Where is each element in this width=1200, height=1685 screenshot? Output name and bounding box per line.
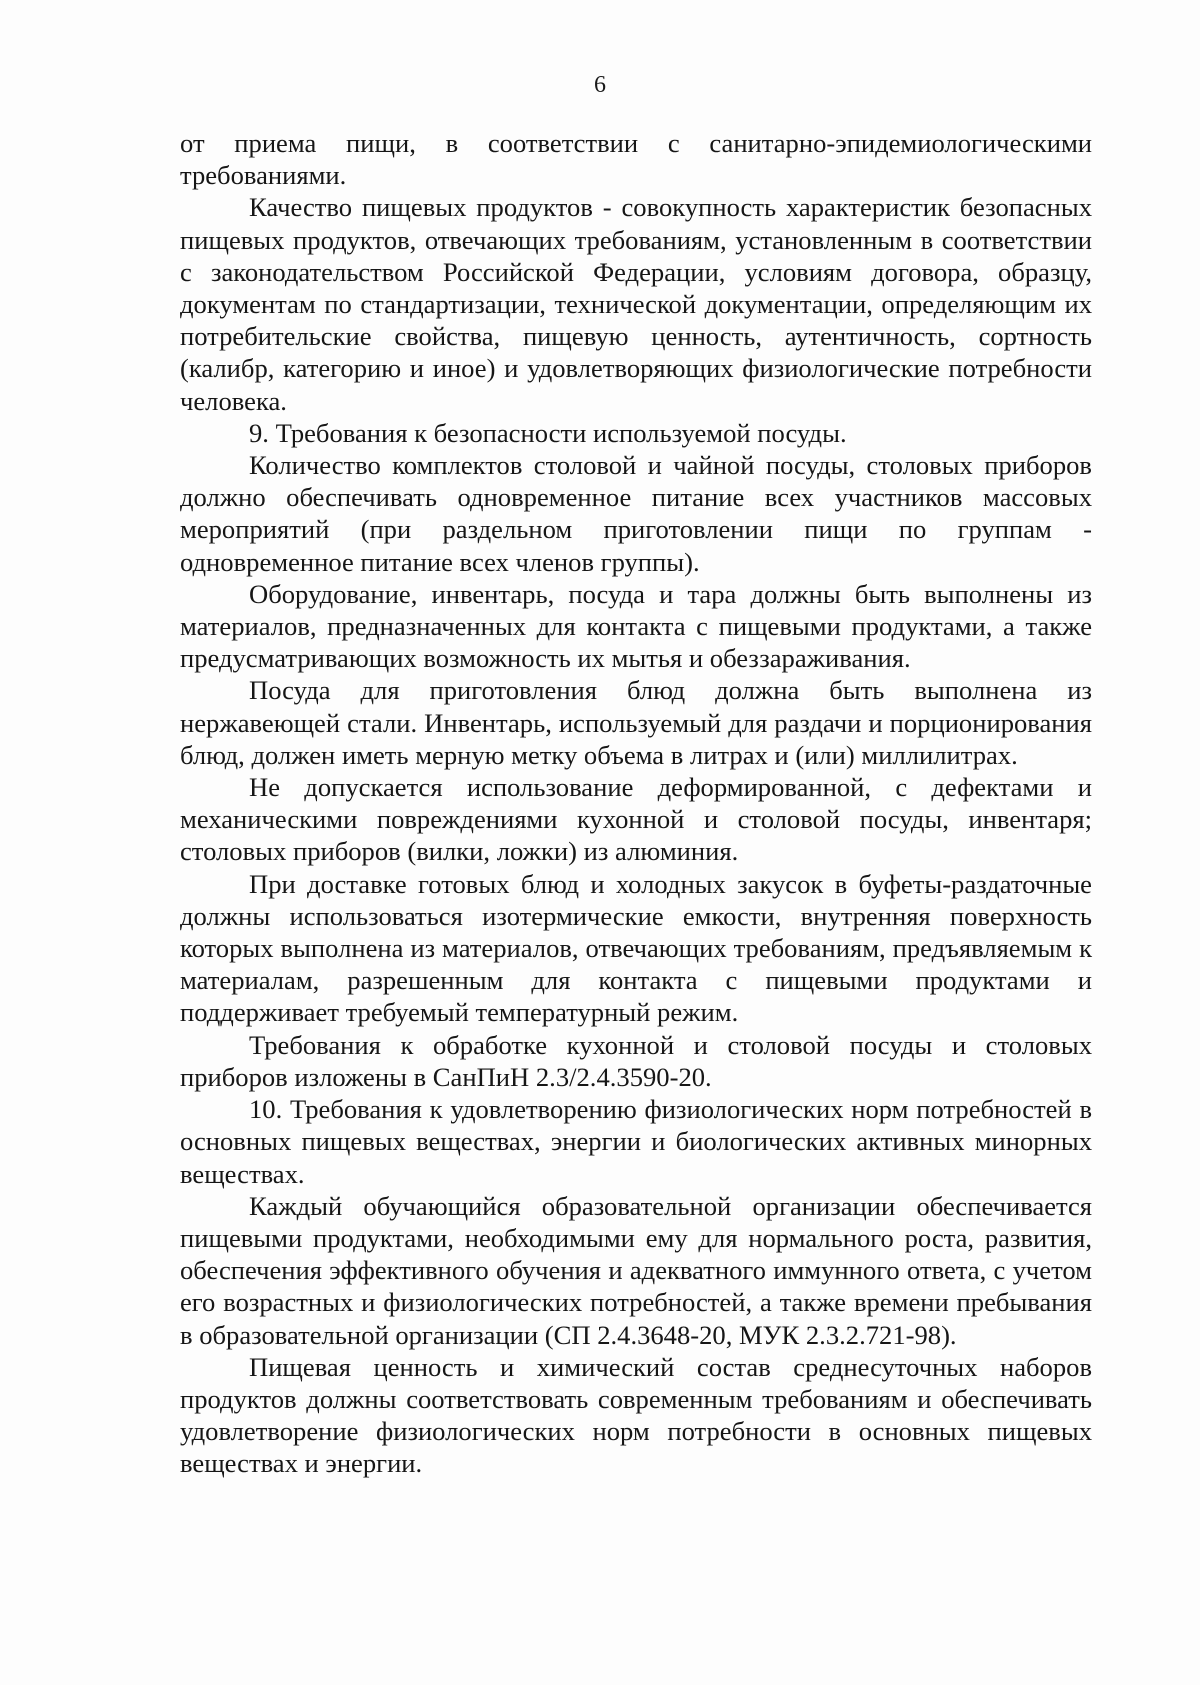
paragraph: Требования к обработке кухонной и столовой посуды и столовых приборов изложены в СанПиН 2.3/2.4.3590-20.	[180, 1029, 1092, 1092]
page-number: 6	[594, 72, 606, 98]
document-body	[180, 127, 1092, 1480]
paragraph: 9. Требования к безопасности используемой посуды.	[249, 417, 847, 448]
paragraph: Оборудование, инвентарь, посуда и тара должны быть выполнены из материалов, предназначенных для контакта с пищевыми продуктами, а также предусматривающих возможность их мытья и обеззараживания.	[180, 578, 1092, 674]
paragraph: Качество пищевых продуктов - совокупность характеристик безопасных пищевых продуктов, отвечающих требованиям, установленным в соответствии с законодательством Российской Федерации, условиям договора, образцу, документам по стандартизации, технической документации, определяющим их потребительские свойства, пищевую ценность, аутентичность, сортность (калибр, категорию и иное) и удовлетворяющих физиологические потребности человека.	[180, 192, 1092, 416]
paragraph: Пищевая ценность и химический состав среднесуточных наборов продуктов должны соответствовать современным требованиям и обеспечивать удовлетворение физиологических норм потребности в основных пищевых веществах и энергии.	[180, 1351, 1092, 1479]
paragraph: 10. Требования к удовлетворению физиологических норм потребностей в основных пищевых веществах, энергии и биологических активных минорных веществах.	[180, 1094, 1092, 1189]
paragraph: При доставке готовых блюд и холодных закусок в буфеты-раздаточные должны использоваться изотермические емкости, внутренняя поверхность которых выполнена из материалов, отвечающих требованиям, предъявляемым к материалам, разрешенным для контакта с пищевыми продуктами и поддерживает требуемый температурный режим.	[180, 868, 1092, 1028]
paragraph: Количество комплектов столовой и чайной посуды, столовых приборов должно обеспечивать одновременное питание всех участников массовых мероприятий (при раздельном приготовлении пищи по группам - одновременное питание всех членов группы).	[180, 450, 1092, 577]
paragraph: Каждый обучающийся образовательной организации обеспечивается пищевыми продуктами, необходимыми ему для нормального роста, развития, обеспечения эффективного обучения и адекватного иммунного ответа, с учетом его возрастных и физиологических потребностей, а также времени пребывания в образовательной организации (СП 2.4.3648-20, МУК 2.3.2.721-98).	[180, 1190, 1092, 1350]
paragraph: от приема пищи, в соответствии с санитарно-эпидемиологическими требованиями.	[180, 128, 1092, 191]
paragraph: Не допускается использование деформированной, с дефектами и механическими повреждениями кухонной и столовой посуды, инвентаря; столовых приборов (вилки, ложки) из алюминия.	[180, 772, 1092, 867]
paragraph: Посуда для приготовления блюд должна быть выполнена из нержавеющей стали. Инвентарь, используемый для раздачи и порционирования блюд, должен иметь мерную метку объема в литрах и (или) миллилитрах.	[180, 675, 1092, 770]
